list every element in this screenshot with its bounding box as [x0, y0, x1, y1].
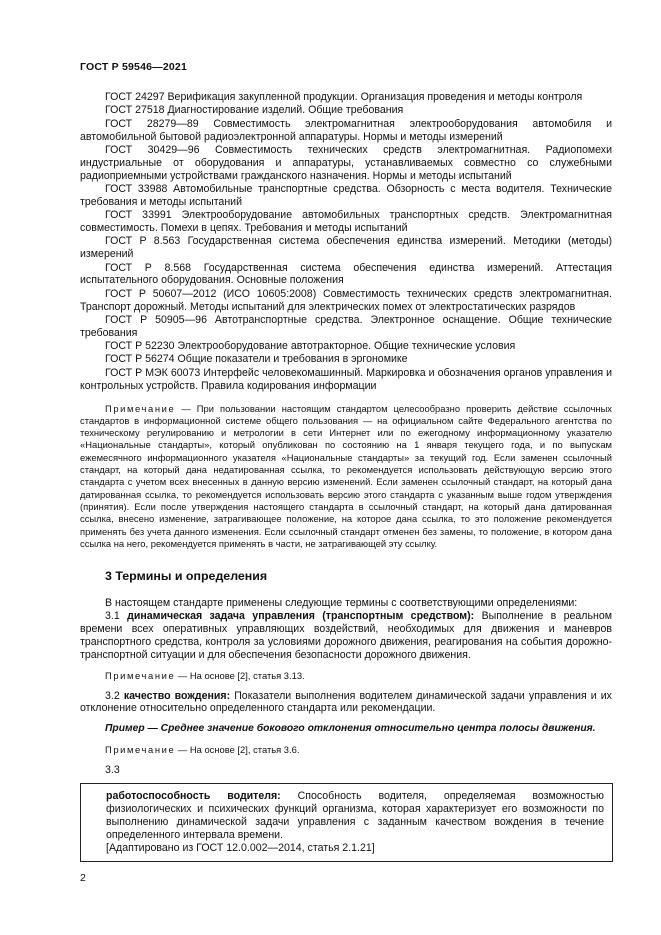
reference-item: ГОСТ 33988 Автомобильные транспортные средства. Обзорность с места водителя. Технические требования и методы испытаний	[80, 182, 612, 208]
term-3-1-note	[105, 670, 612, 682]
reference-item: ГОСТ Р 50607—2012 (ИСО 10605:2008) Совместимость технических средств электромагнитная. Транспорт дорожный. Методы испытаний для электрических помех от электростатических разрядов	[80, 287, 612, 313]
reference-item: ГОСТ 27518 Диагностирование изделий. Общие требования	[105, 104, 404, 117]
term-3-3	[106, 790, 604, 842]
document-header: ГОСТ Р 59546—2021	[80, 61, 188, 73]
term-3-2	[80, 690, 612, 716]
term-definition: Способность водителя, определяемая возможностью физиологических и психических функций организма, которая характеризует его возможности по выполнению динамической задачи управления с заданным качеством вождения в течение определенного интервала времени.	[106, 790, 604, 841]
note-label: Примечание	[105, 744, 176, 756]
term-name: качество вождения:	[123, 689, 231, 702]
note-label: Примечание	[105, 669, 176, 681]
term-definition: Показатели выполнения водителем динамической задачи управления и их отклонение относительно определенного стандарта или рекомендации.	[80, 689, 612, 715]
references-note	[80, 403, 612, 551]
reference-item: ГОСТ Р 56274 Общие показатели и требования в эргономике	[105, 353, 408, 366]
term-name: динамическая задача управления (транспортным средством):	[127, 609, 475, 622]
term-3-2-note	[105, 744, 612, 756]
reference-item: ГОСТ Р МЭК 60073 Интерфейс человекомашинный. Маркировка и обозначения органов управления и контрольных устройств. Правила кодирования информации	[80, 366, 612, 392]
document-body	[80, 91, 612, 862]
references-list	[80, 91, 612, 393]
term-3-1	[80, 610, 612, 662]
term-definition: Выполнение в реальном времени всех оперативных управляющих воздействий, необходимых для движения и маневров транспортного средства, контроля за условиями дорожного движения, реагирования на события дорожно-транспортной ситуации и для обеспечения безопасности дорожного движения.	[80, 609, 613, 661]
term-3-3-number: 3.3	[105, 764, 120, 777]
reference-item: ГОСТ Р 8.563 Государственная система обеспечения единства измерений. Методики (методы) измерений	[80, 235, 612, 261]
reference-item: ГОСТ 33991 Электрооборудование автомобильных транспортных средств. Электромагнитная совместимость. Помехи в цепях. Требования и методы испытаний	[80, 209, 612, 235]
note-text: — На основе [2], статья 3.6.	[177, 744, 300, 756]
note-text: — На основе [2], статья 3.13.	[177, 669, 305, 681]
term-3-3-frame	[80, 783, 613, 862]
term-3-2-example: Пример — Среднее значение бокового отклонения относительно центра полосы движения.	[105, 723, 596, 735]
reference-item: ГОСТ Р 52230 Электрооборудование автотракторное. Общие технические условия	[105, 340, 516, 353]
reference-item: ГОСТ 24297 Верификация закупленной продукции. Организация проведения и методы контроля	[105, 91, 583, 103]
reference-item: ГОСТ Р 8.568 Государственная система обеспечения единства измерений. Аттестация испытательного оборудования. Основные положения	[80, 261, 612, 287]
reference-item: ГОСТ 28279—89 Совместимость электромагнитная электрооборудования автомобиля и автомобильной бытовой радиоэлектронной аппаратуры. Нормы и методы измерений	[80, 117, 612, 143]
reference-item: ГОСТ Р 50905—96 Автотранспортные средства. Электронное оснащение. Общие технические требования	[80, 313, 612, 339]
term-name: работоспособность водителя:	[106, 790, 281, 803]
note-text: — При пользовании настоящим стандартом целесообразно проверить действие ссылочных стандартов в информационной системе общего пользования — на официальном сайте Федерального агентства по техническому регулированию и метрологии в сети Интернет или по ежегодному информационному указателю «Национальные стандарты», который опубликован по состоянию на 1 января текущего года, и по выпускам ежемесячного информационного указателя «Национальные стандарты» за текущий год. Если заменен ссылочный стандарт, на который дана недатированная ссылка, то рекомендуется использовать действующую версию этого стандарта с учетом всех внесенных в данную версию изменений. Если заменен ссылочный стандарт, на который дана датированная ссылка, то рекомендуется использовать версию этого стандарта с указанным выше годом утверждения (принятия). Если после утверждения настоящего стандарта в ссылочный стандарт, на который дана датированная ссылка, внесено изменение, затрагивающее положение, на которое дана ссылка, то это положение рекомендуется применять без учета данного изменения. Если ссылочный стандарт отменен без замены, то положение, в котором дана ссылка на него, рекомендуется применять в части, не затрагивающей эту ссылку.	[80, 402, 612, 549]
section-title: 3 Термины и определения	[105, 569, 268, 584]
page-number: 2	[80, 872, 86, 884]
reference-item: ГОСТ 30429—96 Совместимость технических средств электромагнитная. Радиопомехи индустриальные от оборудования и аппаратуры, устанавливаемых совместно со служебными радиоприемными устройствами гражданского назначения. Нормы и методы испытаний	[80, 143, 612, 182]
term-3-3-source: [Адаптировано из ГОСТ 12.0.002—2014, статья 2.1.21]	[106, 841, 375, 854]
term-number: 3.1	[105, 609, 120, 622]
section-intro: В настоящем стандарте применены следующие термины с соответствующими определениями:	[105, 597, 578, 609]
note-label: Примечание	[105, 402, 176, 414]
term-number: 3.2	[105, 689, 120, 702]
